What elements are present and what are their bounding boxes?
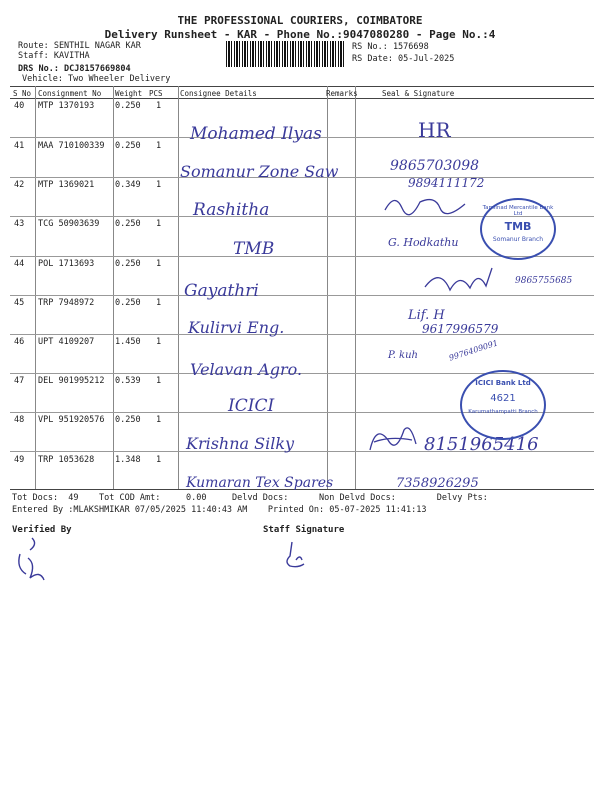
consignee-handwritten: TMB xyxy=(233,239,275,259)
row-pcs: 1 xyxy=(156,298,162,308)
consignee-handwritten: Mohamed Ilyas xyxy=(190,124,322,144)
col-header-consignment: Consignment No xyxy=(38,89,102,98)
consignee-handwritten: Somanur Zone Saw xyxy=(180,162,339,181)
signature-phone: 9865703098 xyxy=(390,158,480,174)
row-consignment: TRP 1053628 xyxy=(38,455,95,465)
col-header-pcs: PCS xyxy=(149,89,163,98)
consignee-handwritten: Kulirvi Eng. xyxy=(188,318,285,337)
rs-number: RS No.: 1576698 xyxy=(352,42,429,52)
company-title: THE PROFESSIONAL COURIERS, COIMBATORE xyxy=(177,14,423,27)
drs-number: DRS No.: DCJ8157669804 xyxy=(18,64,131,74)
row-sno: 40 xyxy=(14,101,25,111)
row-weight: 0.250 xyxy=(115,415,141,425)
row-sno: 45 xyxy=(14,298,25,308)
row-weight: 0.250 xyxy=(115,219,141,229)
runsheet-title: Delivery Runsheet - KAR - Phone No.:9047080280 - Page No.:4 xyxy=(104,28,496,41)
signature-initials: HR xyxy=(418,118,451,142)
col-header-consignee: Consignee Details xyxy=(180,89,257,98)
signature-scribble xyxy=(366,420,420,460)
entered-by-line: Entered By :MLAKSHMIKAR 07/05/2025 11:40:43 AM Printed On: 05-07-2025 11:41:13 xyxy=(12,505,427,515)
signature-scribble xyxy=(420,262,520,302)
barcode xyxy=(226,41,346,67)
rs-date: RS Date: 05-Jul-2025 xyxy=(352,54,455,64)
row-sno: 47 xyxy=(14,376,25,386)
row-sno: 49 xyxy=(14,455,25,465)
consignee-handwritten: Gayathri xyxy=(184,281,259,301)
row-consignment: TCG 50903639 xyxy=(38,219,100,229)
consignee-handwritten: Krishna Silky xyxy=(186,434,295,453)
row-weight: 0.539 xyxy=(115,376,141,386)
totals-line: Tot Docs: 49 Tot COD Amt: 0.00 Delvd Docs: Non Delvd Docs: Delvy Pts: xyxy=(12,493,488,503)
staff-signature-label: Staff Signature xyxy=(263,525,345,535)
row-weight: 0.349 xyxy=(115,180,141,190)
row-sno: 48 xyxy=(14,415,25,425)
consignee-handwritten: Rashitha xyxy=(193,200,270,220)
signature-phone: 9976409091 xyxy=(447,338,500,363)
consignee-handwritten: Velavan Agro. xyxy=(190,360,303,379)
row-pcs: 1 xyxy=(156,259,162,269)
row-sno: 46 xyxy=(14,337,25,347)
row-consignment: MAA 710100339 xyxy=(38,141,105,151)
row-pcs: 1 xyxy=(156,337,162,347)
signature-phone: 9894111172 xyxy=(408,176,485,190)
route-label: Route: SENTHIL NAGAR KAR xyxy=(18,41,141,51)
row-pcs: 1 xyxy=(156,101,162,111)
staff-signature xyxy=(280,538,308,572)
col-header-sno: S No xyxy=(13,89,32,98)
row-weight: 0.250 xyxy=(115,101,141,111)
row-consignment: TRP 7948972 xyxy=(38,298,95,308)
signature-name: P. kuh xyxy=(388,350,418,361)
row-pcs: 1 xyxy=(156,141,162,151)
signature-phone: 9617996579 xyxy=(422,322,499,336)
verifier-signature xyxy=(14,534,54,584)
row-pcs: 1 xyxy=(156,415,162,425)
row-sno: 42 xyxy=(14,180,25,190)
row-weight: 1.450 xyxy=(115,337,141,347)
signature-phone: 9865755685 xyxy=(515,276,573,286)
row-pcs: 1 xyxy=(156,180,162,190)
consignee-handwritten: Kumaran Tex Spares xyxy=(186,475,334,491)
signature-name: Lif. H xyxy=(408,308,445,323)
signature-phone: 8151965416 xyxy=(424,434,539,455)
col-header-seal: Seal & Signature xyxy=(382,89,455,98)
row-consignment: VPL 951920576 xyxy=(38,415,105,425)
row-consignment: MTP 1369021 xyxy=(38,180,95,190)
row-consignment: DEL 901995212 xyxy=(38,376,105,386)
row-consignment: POL 1713693 xyxy=(38,259,95,269)
row-sno: 44 xyxy=(14,259,25,269)
tmb-bank-stamp: Tamilnad Mercantile Bank Ltd TMB Somanur Branch xyxy=(480,198,556,260)
row-consignment: MTP 1370193 xyxy=(38,101,95,111)
consignee-handwritten: ICICI xyxy=(228,396,275,416)
verified-by-label: Verified By xyxy=(12,525,72,535)
row-pcs: 1 xyxy=(156,455,162,465)
signature-name: G. Hodkathu xyxy=(388,236,459,249)
row-pcs: 1 xyxy=(156,219,162,229)
row-weight: 1.348 xyxy=(115,455,141,465)
row-weight: 0.250 xyxy=(115,141,141,151)
icici-bank-stamp: ICICI Bank Ltd 4621 Karumathampatti Branch xyxy=(460,370,546,440)
row-pcs: 1 xyxy=(156,376,162,386)
col-header-remarks: Remarks xyxy=(326,89,358,98)
row-consignment: UPT 4109207 xyxy=(38,337,95,347)
row-weight: 0.250 xyxy=(115,298,141,308)
vehicle-label: Vehicle: Two Wheeler Delivery xyxy=(22,74,171,84)
row-sno: 41 xyxy=(14,141,25,151)
col-header-weight: Weight xyxy=(115,89,143,98)
signature-scribble xyxy=(380,190,480,220)
row-sno: 43 xyxy=(14,219,25,229)
staff-label: Staff: KAVITHA xyxy=(18,51,90,61)
signature-phone: 7358926295 xyxy=(396,476,479,491)
row-weight: 0.250 xyxy=(115,259,141,269)
